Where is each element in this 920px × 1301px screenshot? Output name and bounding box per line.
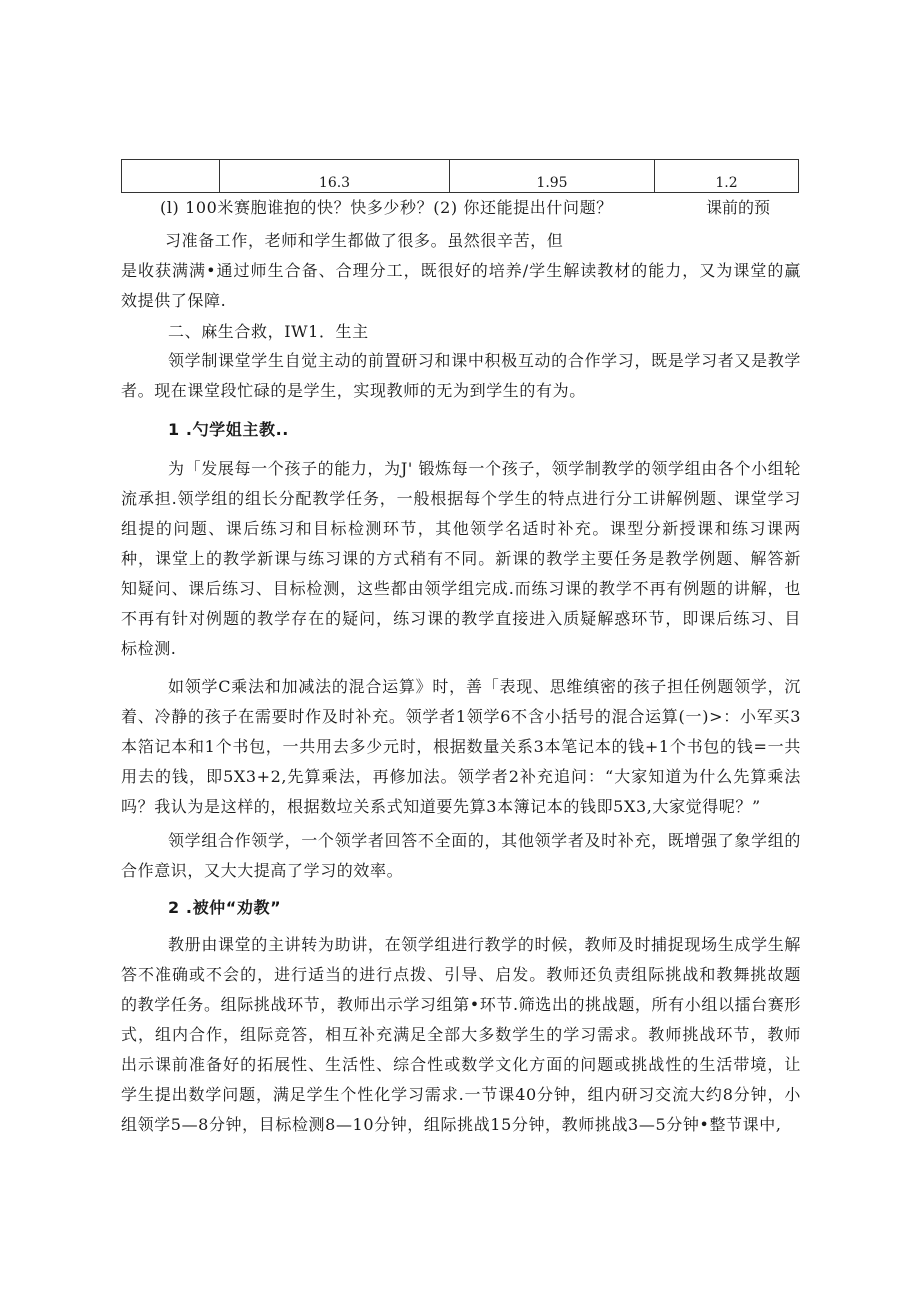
section-heading: 二、麻生合救，IW1．生主: [168, 322, 369, 341]
paragraph-1: 为「发展每一个孩子的能力，为J' 锻炼每一个孩子，领学制教学的领学组由各个小组轮流承担.领学组的组长分配教学任务，一般根据每个学生的特点进行分工讲解例题、课堂学习组提的问题、课后练习和目标检测环节，其他领学名适时补充。课型分新授课和练习课两种，课堂上的教学新课与练习课的方式稍有不同。新课的教学主要任务是教学例题、解答新知疑问、课后练习、目标检测，这些都由领学组完成.而练习课的教学不再有例题的讲解，也不再有针对例题的教学存在的疑问，练习课的教学直接进入质疑解惑环节，即课后练习、目标检测.: [121, 459, 801, 658]
prep-line: 习准备工作，老师和学生都做了很多。虽然很辛苦，但: [165, 231, 564, 250]
paragraph-2: 如领学C乘法和加减法的混合运算》时，善「表现、思维缜密的孩子担任例题领学，沉着、冷静的孩子在需要时作及时补充。领学者1领学6不含小括号的混合运算(一)>：小军买3本箔记本和1个书包，一共用去多少元时，根据数量关系3本笔记本的钱+1个书包的钱=一共用去的钱，即5X3+2,先算乘法，再修加法。领学者2补充追问：“大家知道为什么先算乘法吗？我认为是这样的，根据数垃关系式知道要先算3本簿记本的钱即5X3,大家觉得呢？”: [121, 677, 801, 816]
question-line: (l) 100米赛胞谁抱的快？快多少秒？(2) 你还能提出什问题？: [160, 198, 613, 217]
table-cell: [122, 160, 220, 193]
subheading-1: 1 .勺学姐主教..: [168, 420, 289, 439]
prep-paragraph: 是收获满满•通过师生合备、合理分工，既很好的培养/学生解读教材的能力，又为课堂的赢效提供了保障.: [121, 261, 801, 310]
table-row: [122, 160, 799, 193]
table-cell: 1.95: [450, 160, 655, 193]
question-tail: 课前的预: [706, 198, 771, 217]
paragraph-4: 教册由课堂的主讲转为助讲，在领学组进行教学的时候，教师及时捕捉现场生成学生解答不准确或不会的，进行适当的进行点拨、引导、启发。教师还负责组际挑战和教舞挑故题的教学任务。组际挑战环节，教师出示学习组第•环节.筛选出的挑战题，所有小组以擂台赛形式，组内合作，组际竞答，相互补充满足全部大多数学生的学习需求。教师挑战环节，教师出示课前准备好的拓展性、生活性、综合性或数学文化方面的问题或挑战性的生活带境，让学生提出数学问题，满足学生个性化学习需求.一节课40分钟，组内研习交流大约8分钟，小组领学5—8分钟，目标检测8—10分钟，组际挑战15分钟，教师挑战3—5分钟•整节课中,: [121, 935, 801, 1134]
paragraph-3: 领学组合作领学，一个领学者回答不全面的，其他领学者及时补充，既增强了象学组的合作意识，又大大提高了学习的效率。: [121, 831, 801, 880]
data-table: [121, 159, 799, 193]
intro-paragraph: 领学制课堂学生自觉主动的前置研习和课中积极互动的合作学习，既是学习者又是教学者。现在课堂段忙碌的是学生，实现教师的无为到学生的有为。: [121, 351, 801, 400]
subheading-2: 2 .被仲“劝教”: [168, 898, 282, 917]
table-cell: 16.3: [220, 160, 450, 193]
table-cell: 1.2: [655, 160, 799, 193]
